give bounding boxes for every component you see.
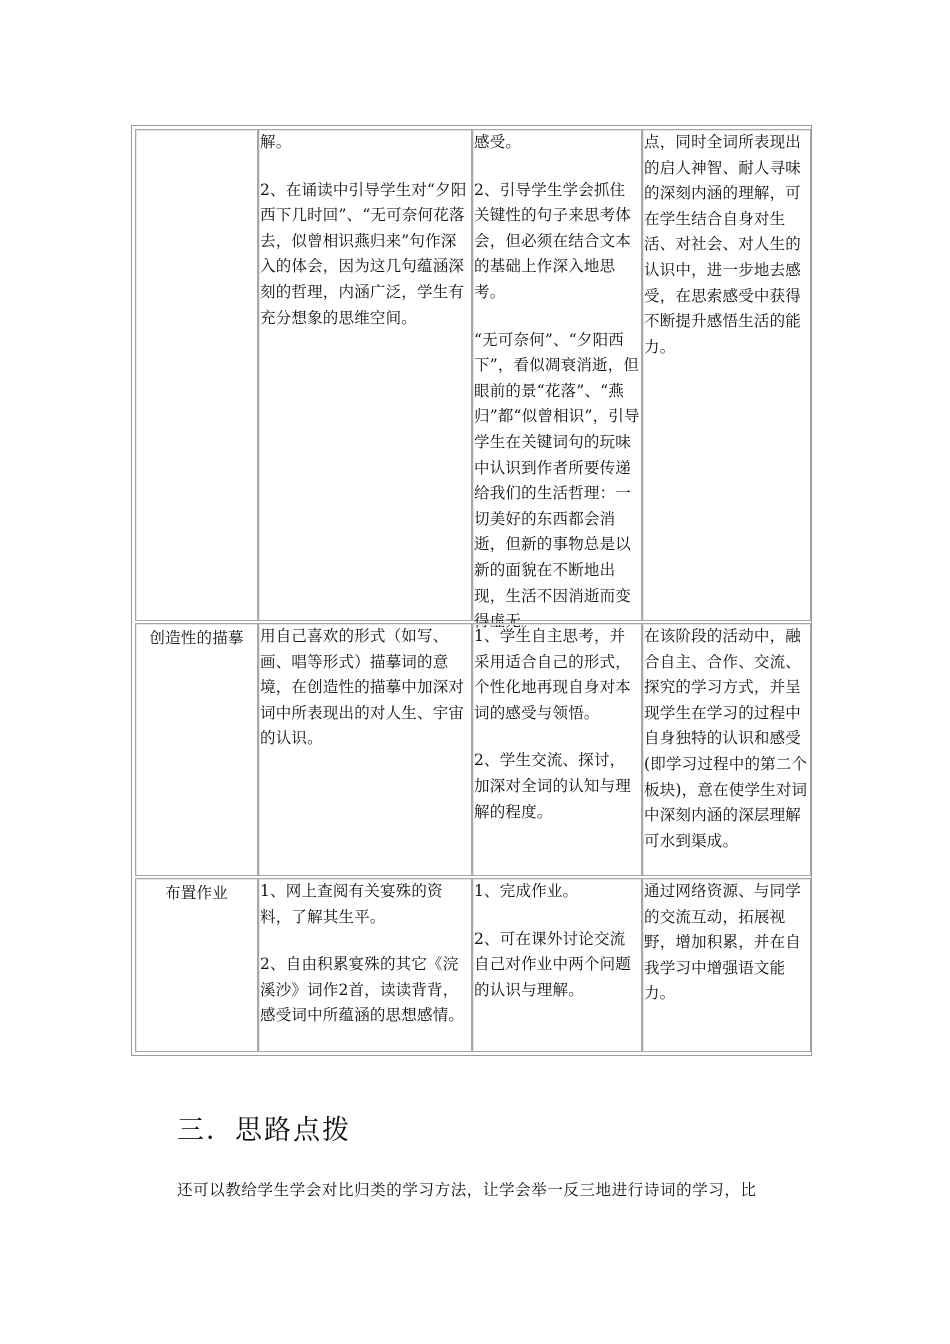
table-cell-activity xyxy=(472,878,642,1052)
activity-paragraph: 2、学生交流、探讨，加深对全词的认知与理解的程度。 xyxy=(474,751,632,821)
table-cell-stage xyxy=(135,878,258,1052)
table-cell-intent xyxy=(642,878,811,1052)
table-cell-stage xyxy=(135,129,258,621)
content-paragraph: 2、在诵读中引导学生对“夕阳西下几时回”、“无可奈何花落去，似曾相识燕归来”句作深入的体会，因为这几句蕴涵深刻的哲理，内涵广泛，学生有充分想象的思维空间。 xyxy=(260,180,467,327)
intent-paragraph: 点，同时全词所表现出的启人神智、耐人寻味的深刻内涵的理解，可在学生结合自身对生活、对社会、对人生的认识中，进一步地去感受，在思索感受中获得不断提升感悟生活的能力。 xyxy=(644,133,802,356)
stage-label: 创造性的描摹 xyxy=(149,629,244,647)
activity-paragraph: 1、完成作业。 xyxy=(474,882,579,900)
table-cell-content xyxy=(258,623,472,876)
content-paragraph: 用自己喜欢的形式（如写、画、唱等形式）描摹词的意境，在创造性的描摹中加深对词中所表现出的对人生、宇宙的认识。 xyxy=(260,627,465,748)
intent-paragraph: 通过网络资源、与同学的交流互动，拓展视野，增加积累，并在自我学习中增强语文能力。 xyxy=(644,882,802,1003)
activity-paragraph: “无可奈何”、“夕阳西下”，看似凋衰消逝，但眼前的景“花落”、“燕归”都“似曾相识”，引导学生在关键词句的玩味中认识到作者所要传递给我们的生活哲理：一切美好的东西都会消逝，但新的事物总是以新的面貌在不断地出现，生活不因消逝而变得虚无。 xyxy=(474,330,640,631)
activity-paragraph: 2、引导学生学会抓住关键性的句子来思考体会，但必须在结合文本的基础上作深入地思考。 xyxy=(474,180,632,301)
section-heading: 三．思路点拨 xyxy=(177,1115,351,1146)
activity-paragraph: 1、学生自主思考，并采用适合自己的形式，个性化地再现自身对本词的感受与领悟。 xyxy=(474,627,632,722)
table-cell-activity xyxy=(472,129,642,631)
table-cell-stage xyxy=(135,623,258,876)
activity-paragraph: 2、可在课外讨论交流自己对作业中两个问题的认识与理解。 xyxy=(474,929,632,999)
body-paragraph: 还可以教给学生学会对比归类的学习方法，让学会举一反三地进行诗词的学习，比 xyxy=(177,1181,757,1199)
table-cell-intent xyxy=(642,129,811,621)
content-paragraph: 解。 xyxy=(260,133,292,151)
table-cell-content xyxy=(258,129,472,621)
content-paragraph: 1、网上查阅有关宴殊的资料，了解其生平。 xyxy=(260,882,443,926)
table-cell-intent xyxy=(642,623,811,876)
intent-paragraph: 在该阶段的活动中，融合自主、合作、交流、探究的学习方式，并呈现学生在学习的过程中自身独特的认识和感受(即学习过程中的第二个板块)，意在使学生对词中深刻内涵的深层理解可水到渠成。 xyxy=(644,627,808,850)
lesson-plan-table xyxy=(131,125,812,1056)
activity-paragraph: 感受。 xyxy=(474,133,522,151)
content-paragraph: 2、自由积累宴殊的其它《浣溪沙》词作2首，读读背背，感受词中所蕴涵的思想感情。 xyxy=(260,955,465,1025)
stage-label: 布置作业 xyxy=(165,884,228,902)
stage-label xyxy=(136,130,257,132)
table-cell-activity xyxy=(472,623,642,876)
table-cell-content xyxy=(258,878,472,1052)
